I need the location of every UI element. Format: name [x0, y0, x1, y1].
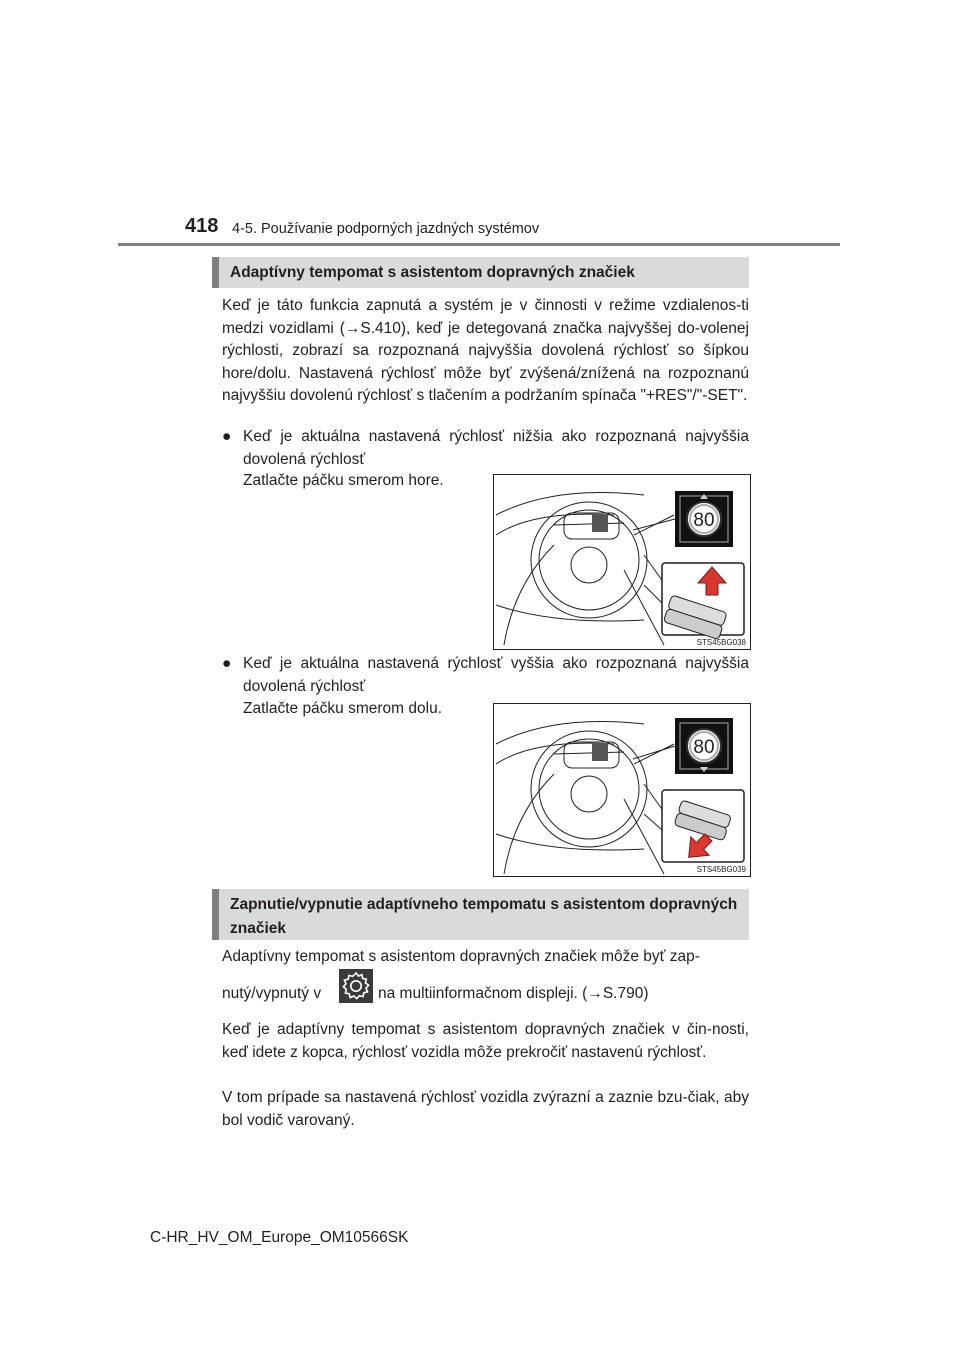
- speed-limit-value: 80: [693, 737, 715, 758]
- bullet-marker: ●: [222, 428, 232, 445]
- page-number: 418: [185, 215, 219, 237]
- warning-paragraph: V tom prípade sa nastavená rýchlosť vozidla zvýrazní a zaznie bzu-čiak, aby bol vodič varovaný.: [222, 1089, 749, 1129]
- bullet-lower-speed: [222, 426, 749, 471]
- section-heading-traffic-sign-assist: Adaptívny tempomat s asistentom dopravných značiek: [212, 257, 749, 288]
- gear-icon: [339, 969, 373, 1003]
- figure-lever-up: [493, 474, 751, 650]
- section-heading-enable-disable: Zapnutie/vypnutie adaptívneho tempomatu s asistentom dopravných značiek: [212, 889, 749, 940]
- toggle-paragraph-line1: Adaptívny tempomat s asistentom dopravných značiek môže byť zap-: [222, 948, 700, 965]
- footer-document-code: C-HR_HV_OM_Europe_OM10566SK: [150, 1229, 409, 1246]
- downhill-paragraph: Keď je adaptívny tempomat s asistentom dopravných značiek v čin-nosti, keď idete z kopca, rýchlosť vozidla môže prekročiť nastavenú rýchlosť.: [222, 1021, 749, 1061]
- bullet-higher-speed: [222, 653, 749, 698]
- speed-limit-value: 80: [693, 510, 715, 531]
- intro-paragraph: Keď je táto funkcia zapnutá a systém je v činnosti v režime vzdialenos-ti medzi vozidlami (→S.410), keď je detegovaná značka najvyššej do-volenej rýchlosti, zobrazí sa rozpoznaná najvyššia dovolená rýchlosť so šípkou hore/dolu. Nastavená rýchlosť môže byť zvýšená/znížená na rozpoznanú najvyššiu dovolenú rýchlosť s tlačením a podržaním spínača "+RES"/"-SET".: [222, 297, 749, 405]
- header-divider: [118, 243, 840, 246]
- figure-lever-down: [493, 703, 751, 877]
- chapter-title: 4-5. Používanie podporných jazdných systémov: [232, 221, 540, 237]
- bullet-text: Keď je aktuálna nastavená rýchlosť vyššia ako rozpoznaná najvyššia dovolená rýchlosť: [243, 655, 749, 695]
- toggle-paragraph-line2-start: nutý/vypnutý v: [222, 985, 322, 1002]
- figure-code: STS45BG039: [696, 865, 746, 874]
- bullet-marker: ●: [222, 655, 232, 672]
- steering-lever-down-illustration: [494, 704, 750, 876]
- toggle-paragraph-line2-end: na multiinformačnom displeji. (→S.790): [378, 985, 649, 1002]
- figure-code: STS45BG038: [696, 638, 746, 647]
- bullet-text: Keď je aktuálna nastavená rýchlosť nižšia ako rozpoznaná najvyššia dovolená rýchlosť: [243, 428, 749, 468]
- instruction-push-up: Zatlačte páčku smerom hore.: [243, 472, 444, 489]
- steering-lever-up-illustration: [494, 475, 750, 649]
- instruction-push-down: Zatlačte páčku smerom dolu.: [243, 700, 443, 717]
